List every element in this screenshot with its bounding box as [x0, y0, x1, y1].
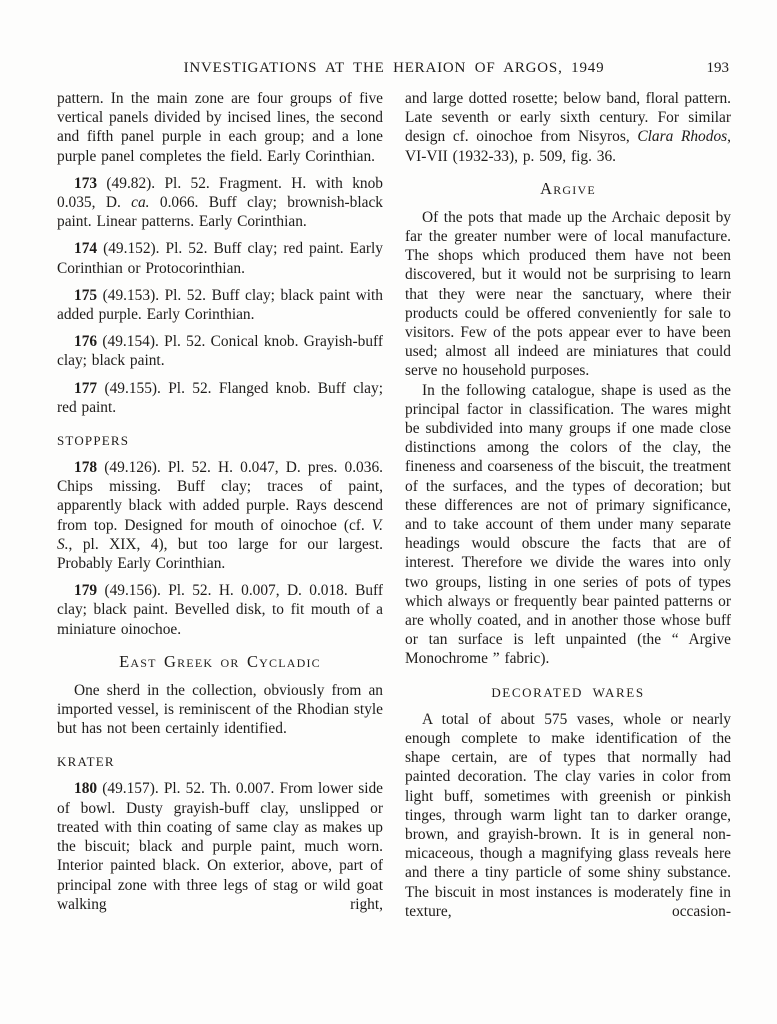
two-column-body: [57, 89, 731, 922]
entry-number-173: 173: [74, 174, 98, 192]
entry-text-175: (49.153). Pl. 52. Buff clay; black paint with added purple. Early Corinthian.: [57, 286, 383, 324]
catalog-entry-175: [57, 286, 383, 324]
page-number: 193: [706, 60, 729, 76]
catalog-entry-173: [57, 174, 383, 232]
entry-number-175: 175: [74, 286, 98, 304]
entry-number-177: 177: [74, 379, 98, 397]
paragraph-east-greek: One sherd in the collection, obviously from an imported vessel, is reminiscent of the Rhodian style but has not been certainly identified.: [57, 681, 383, 738]
entry-number-176: 176: [74, 333, 98, 351]
paragraph-argive-intro: Of the pots that made up the Archaic deposit by far the greater number were of local manufacture. The shops which produced them have not been discovered, but it would not be surprising to learn that they were near the sanctuary, where their products could be offered conveniently for sale to visitors. Few of the pots appear ever to have been used; almost all indeed are miniatures that could serve no household purposes.: [405, 208, 731, 380]
catalog-entry-174: [57, 239, 383, 277]
running-head-title: INVESTIGATIONS AT THE HERAION OF ARGOS, 1949: [183, 60, 605, 76]
right-column: [405, 89, 731, 922]
heading-argive: Argive: [540, 178, 596, 198]
entry-number-178: 178: [74, 459, 98, 477]
paragraph-continuation-right: and large dotted rosette; below band, floral pattern. Late seventh or early sixth century. For similar design cf. oinochoe from Nisyros, Clara Rhodos, VI-VII (1932-33), p. 509, fig. 36.: [405, 90, 731, 165]
entry-text-174: (49.152). Pl. 52. Buff clay; red paint. Early Corinthian or Protocorinthian.: [57, 240, 383, 277]
entry-text-178: (49.126). Pl. 52. H. 0.047, D. pres. 0.036. Chips missing. Buff clay; traces of paint, apparently black with added purple. Rays descend from top. Designed for mouth of oinochoe (cf. V. S., pl. XIX, 4), but too large for our largest. Probably Early Corinthian.: [57, 459, 383, 573]
entry-text-180: (49.157). Pl. 52. Th. 0.007. From lower side of bowl. Dusty grayish-buff clay, unslipped or treated with thin coating of same clay as makes up the biscuit; black and purple paint, much worn. Interior painted black. On exterior, above, part of principal zone with three legs of stag or wild goat walking right,: [57, 780, 383, 913]
entry-text-173: (49.82). Pl. 52. Fragment. H. with knob 0.035, D. ca. 0.066. Buff clay; brownish-black paint. Linear patterns. Early Corinthian.: [57, 174, 384, 231]
entry-number-179: 179: [74, 582, 98, 600]
running-header: [57, 60, 731, 77]
catalog-entry-180: [57, 779, 383, 913]
paragraph-continuation: pattern. In the main zone are four groups of five vertical panels divided by incised lines, the second and fifth panel purple in each group; and a lone purple panel completes the field. Early Corinthian.: [57, 90, 383, 165]
subheading-decorated-wares: DECORATED WARES: [491, 684, 645, 700]
catalog-entry-179: [57, 581, 383, 639]
paragraph-decorated-wares: A total of about 575 vases, whole or nearly enough complete to make identification of the shape certain, are of types that normally had painted decoration. The clay varies in color from light buff, sometimes with greenish or pinkish tinges, through warm light tan to darker orange, brown, and grayish-brown. It is in general non-micaceous, though a magnifying glass reveals here and there a tiny particle of some shiny substance. The biscuit in most instances is moderately fine in texture, occasion-: [405, 710, 731, 920]
catalog-entry-176: [57, 332, 383, 370]
catalog-entry-178: [57, 458, 383, 573]
subheading-krater: KRATER: [57, 754, 115, 770]
heading-east-greek-or-cycladic: East Greek or Cycladic: [119, 651, 321, 671]
entry-number-180: 180: [74, 780, 98, 798]
subheading-stoppers: STOPPERS: [57, 433, 130, 449]
entry-text-176: (49.154). Pl. 52. Conical knob. Grayish-buff clay; black paint.: [57, 333, 383, 370]
paragraph-catalogue-method: In the following catalogue, shape is used as the principal factor in classification. The wares might be subdivided into many groups if one made close distinctions among the colors of the clay, the fineness and coarseness of the biscuit, the treatment of the surfaces, and the types of decoration; but these differences are not of primary significance, and to take account of them under many separate headings would obscure the facts that are of interest. Therefore we divide the wares into only two groups, listing in one series of pots of types which always or frequently bear painted patterns or are wholly coated, and in another those whose buff or tan surface is left unpainted (the “ Argive Monochrome ” fabric).: [405, 381, 731, 668]
entry-number-174: 174: [74, 240, 98, 258]
catalog-entry-177: [57, 379, 383, 417]
entry-text-177: (49.155). Pl. 52. Flanged knob. Buff clay; red paint.: [57, 379, 383, 416]
left-column: [57, 89, 383, 922]
entry-text-179: (49.156). Pl. 52. H. 0.007, D. 0.018. Buff clay; black paint. Bevelled disk, to fit mouth of a miniature oinochoe.: [57, 582, 383, 638]
